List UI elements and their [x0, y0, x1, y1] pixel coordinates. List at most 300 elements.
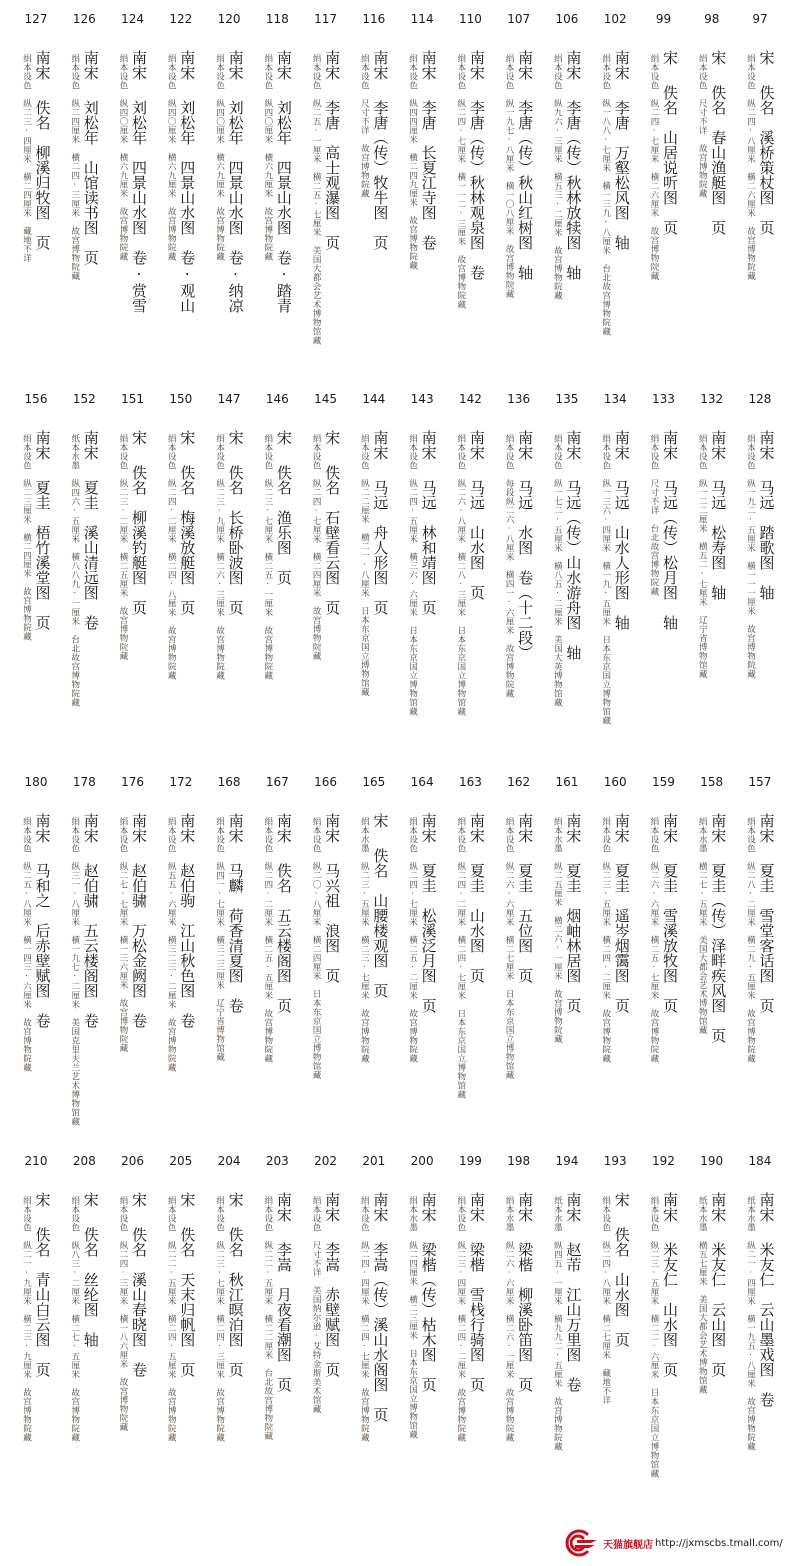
- dynasty-title-column: [323, 50, 340, 345]
- dynasty-title-column: [371, 1192, 388, 1442]
- dynasty: 宋: [757, 50, 776, 65]
- entry-columns: [207, 813, 251, 1062]
- artwork-title: 佚名 山腰楼观图 页: [371, 848, 390, 998]
- dynasty: 南宋: [709, 1192, 728, 1222]
- entry-columns: [448, 1192, 492, 1442]
- plate-number: 193: [603, 1154, 627, 1168]
- plate-number: 98: [704, 12, 720, 26]
- dynasty: 宋: [274, 430, 293, 445]
- dynasty-title-column: [34, 813, 51, 1072]
- entry-columns: [207, 430, 251, 680]
- artwork-title: 佚名 梅溪放艇图 页: [178, 465, 197, 615]
- catalog-entry: [690, 773, 734, 1043]
- plate-number: 117: [314, 12, 338, 26]
- plate-number: 118: [265, 12, 289, 26]
- catalog-entry: [738, 1152, 782, 1451]
- dynasty-title-column: [227, 50, 244, 313]
- dynasty: 南宋: [709, 430, 728, 460]
- entry-columns: [641, 1192, 685, 1478]
- dynasty: 宋: [130, 1192, 149, 1207]
- artwork-title: 佚名 秋江暝泊图 页: [226, 1227, 245, 1377]
- dynasty: 宋: [612, 1192, 631, 1207]
- plate-number: 144: [362, 392, 386, 406]
- plate-number: 136: [507, 392, 531, 406]
- artwork-details: 纸本水墨 纵二一·四厘米 横一九五·八厘米 故宫博物院藏: [745, 1196, 756, 1451]
- artwork-details: 绢本水墨 纵二三·五厘米 横二三·七厘米 故宫博物院藏: [359, 817, 370, 1063]
- plate-number: 102: [603, 12, 627, 26]
- artwork-title: 夏圭 山水图 页: [467, 863, 486, 983]
- catalog-entry: [255, 390, 299, 680]
- artwork-title: 佚名 长桥卧波图 页: [226, 465, 245, 615]
- dynasty: 南宋: [516, 430, 535, 460]
- entry-columns: [255, 430, 299, 680]
- plate-number: 172: [169, 775, 193, 789]
- artwork-details: 绢本设色 纵二三·七厘米 横二四·三厘米 故宫博物院藏: [214, 1196, 225, 1442]
- dynasty-title-column: [227, 813, 244, 1062]
- artwork-details: 纸本水墨 横五七厘米 美国大都会艺术博物馆藏: [697, 1196, 708, 1394]
- artwork-title: 佚名 溪桥策杖图 页: [757, 85, 776, 235]
- plate-number: 178: [72, 775, 96, 789]
- artwork-title: 马远 山水人形图 轴: [612, 480, 631, 630]
- artwork-details: 绢本设色 纵一九二·五厘米 横一一一厘米 故宫博物院藏: [745, 434, 756, 679]
- artwork-title: 梁楷 柳溪卧笛图 页: [516, 1242, 535, 1392]
- plate-number: 97: [752, 12, 768, 26]
- artwork-title: 马远 松寿图 轴: [709, 480, 728, 600]
- dynasty: 南宋: [612, 430, 631, 460]
- artwork-details: 绢本设色 纵五五·六厘米 横三二三·二厘米 故宫博物院藏: [166, 817, 177, 1072]
- dynasty-title-column: [275, 813, 292, 1063]
- plate-number: 202: [314, 1154, 338, 1168]
- artwork-title: 马远 水图 卷（十二段）: [516, 480, 535, 660]
- plate-number: 135: [555, 392, 579, 406]
- artwork-details: 绢本设色 纵一九七·八厘米 横一〇八厘米 故宫博物院藏: [504, 54, 515, 299]
- dynasty-title-column: [130, 1192, 147, 1432]
- artwork-details: 绢本设色 纵二三厘米 横二四厘米 故宫博物院藏: [21, 434, 32, 641]
- plate-number: 122: [169, 12, 193, 26]
- artwork-title: 马远 林和靖图 页: [419, 480, 438, 615]
- dynasty: 南宋: [130, 813, 149, 843]
- dynasty-title-column: [516, 813, 533, 1080]
- catalog-entry: [207, 390, 251, 680]
- artwork-details: 绢本设色 纵二四厘米 横二四·三厘米 故宫博物院藏: [69, 54, 80, 281]
- artwork-title: 马远 踏歌图 轴: [757, 480, 776, 600]
- dynasty-title-column: [468, 813, 485, 1099]
- entry-columns: [448, 813, 492, 1099]
- artwork-title: 佚名 溪山春晓图 卷: [130, 1227, 149, 1377]
- plate-number: 114: [410, 12, 434, 26]
- artwork-details: 绢本设色 纵二四·五厘米 横三六·六厘米 日本东京国立博物馆藏: [407, 434, 418, 716]
- plate-number: 110: [458, 12, 482, 26]
- catalog-entry: [545, 1152, 589, 1451]
- artwork-title: 李唐 万壑松风图 轴: [612, 100, 631, 250]
- dynasty: 南宋: [178, 50, 197, 80]
- dynasty-title-column: [82, 813, 99, 1126]
- dynasty: 宋: [371, 813, 390, 828]
- entry-columns: [738, 430, 782, 679]
- entry-columns: [159, 1192, 203, 1442]
- artwork-details: 绢本设色 纵二四·七厘米 横二六厘米 故宫博物院藏: [648, 54, 659, 281]
- entry-columns: [593, 430, 637, 725]
- plate-number: 200: [410, 1154, 434, 1168]
- artwork-title: 夏圭 雪溪放牧图 页: [660, 863, 679, 1013]
- dynasty-title-column: [34, 1192, 51, 1442]
- entry-columns: [14, 430, 58, 641]
- artwork-title: 赵芾 江山万里图 卷: [564, 1242, 583, 1392]
- plate-number: 203: [265, 1154, 289, 1168]
- entry-columns: [255, 813, 299, 1063]
- plate-number: 165: [362, 775, 386, 789]
- dynasty: 南宋: [516, 1192, 535, 1222]
- artwork-details: 绢本设色 纵二三·二厘米 横二五厘米 故宫博物院藏: [118, 434, 129, 661]
- artwork-title: 梁楷 雪栈行骑图 页: [467, 1242, 486, 1392]
- entry-columns: [304, 50, 348, 345]
- catalog-entry: [14, 10, 58, 263]
- artwork-title: 佚名 青山白云图 页: [33, 1227, 52, 1377]
- artwork-details: 绢本设色 纵二三·四厘米 横二四·二厘米 故宫博物院藏: [455, 1196, 466, 1442]
- artwork-title: 刘松年 四景山水图 卷·纳凉: [226, 100, 245, 313]
- catalog-entry: [62, 390, 106, 707]
- dynasty-title-column: [564, 813, 581, 1044]
- catalog-entry: [690, 10, 734, 235]
- catalog-entry: [62, 773, 106, 1126]
- artwork-details: 绢本设色 尺寸不详 故宫博物院藏: [697, 54, 708, 198]
- plate-number: 176: [121, 775, 144, 789]
- catalog-entry: [255, 1152, 299, 1441]
- entry-columns: [62, 430, 106, 707]
- dynasty-title-column: [757, 1192, 774, 1451]
- catalog-entry: [14, 1152, 58, 1442]
- dynasty: 南宋: [467, 430, 486, 460]
- dynasty-title-column: [130, 813, 147, 1053]
- artwork-details: 绢本设色 纵二四·二厘米 横二四·七厘米 日本东京国立博物馆藏: [455, 817, 466, 1099]
- artwork-details: 绢本设色 纵二三·五厘米 横二四·二厘米 故宫博物院藏: [600, 817, 611, 1063]
- dynasty: 南宋: [612, 813, 631, 843]
- catalog-entry: [641, 390, 685, 630]
- artwork-details: 纸本水墨 纵四六·五厘米 横八八九·一厘米 台北故宫博物院藏: [69, 434, 80, 707]
- dynasty: 南宋: [660, 813, 679, 843]
- artwork-title: 夏圭（传）泽畔疾风图 页: [709, 863, 728, 1043]
- catalog-entry: [641, 1152, 685, 1478]
- dynasty: 南宋: [226, 50, 245, 80]
- entry-columns: [593, 813, 637, 1063]
- plate-number: 192: [652, 1154, 675, 1168]
- entry-columns: [593, 1192, 637, 1405]
- plate-number: 128: [748, 392, 772, 406]
- catalog-entry: [497, 1152, 541, 1442]
- catalog-entry: [738, 10, 782, 281]
- entry-columns: [14, 1192, 58, 1442]
- plate-number: 201: [362, 1154, 386, 1168]
- artwork-title: 佚名 柳溪钓艇图 页: [130, 465, 149, 615]
- dynasty: 南宋: [323, 1192, 342, 1222]
- catalog-entry: [497, 773, 541, 1080]
- dynasty-title-column: [468, 1192, 485, 1442]
- artwork-details: 绢本设色 纵二四·二厘米 横二四·八厘米 故宫博物院藏: [166, 434, 177, 680]
- catalog-entry: [207, 773, 251, 1062]
- artwork-title: 李唐（传）秋林放犊图 轴: [564, 100, 583, 280]
- dynasty-title-column: [275, 50, 292, 313]
- catalog-entry: [400, 1152, 444, 1439]
- entry-columns: [255, 50, 299, 313]
- entry-columns: [690, 813, 734, 1043]
- artwork-title: 李唐（传）牧牛图 页: [371, 100, 390, 250]
- entry-columns: [448, 430, 492, 716]
- catalog-entry: [304, 390, 348, 661]
- dynasty: 南宋: [564, 50, 583, 80]
- dynasty-title-column: [130, 50, 147, 313]
- dynasty-title-column: [564, 1192, 581, 1451]
- plate-number: 124: [121, 12, 144, 26]
- dynasty-title-column: [34, 50, 51, 263]
- entry-columns: [352, 430, 396, 697]
- plate-number: 208: [72, 1154, 96, 1168]
- catalog-entry: [738, 773, 782, 1063]
- dynasty: 南宋: [371, 50, 390, 80]
- dynasty-title-column: [564, 50, 581, 300]
- artwork-title: 李嵩 月夜看潮图 页: [274, 1242, 293, 1392]
- catalog-entry: [159, 773, 203, 1072]
- entry-columns: [400, 50, 444, 270]
- entry-columns: [111, 813, 155, 1053]
- entry-columns: [352, 50, 396, 250]
- artwork-details: 绢本设色 纵二五·一厘米 横二五·七厘米 美国大都会艺术博物馆藏: [311, 54, 322, 345]
- dynasty: 南宋: [130, 50, 149, 80]
- plate-number: 167: [265, 775, 289, 789]
- artwork-details: 绢本设色 纵四〇厘米 横六九厘米 故宫博物院藏: [118, 54, 129, 261]
- dynasty-title-column: [661, 430, 678, 630]
- dynasty-title-column: [613, 1192, 630, 1405]
- entry-columns: [497, 1192, 541, 1442]
- plate-number: 190: [700, 1154, 724, 1168]
- catalog-entry: [690, 390, 734, 679]
- catalog-entry: [62, 10, 106, 281]
- entry-columns: [448, 50, 492, 309]
- catalog-entry: [690, 1152, 734, 1394]
- dynasty-title-column: [420, 1192, 437, 1439]
- artwork-details: 绢本设色 纵二三·四厘米 横二四厘米 藏地不详: [21, 54, 32, 263]
- dynasty: 宋: [130, 430, 149, 445]
- dynasty-title-column: [564, 430, 581, 707]
- dynasty-title-column: [661, 50, 678, 281]
- artwork-title: 米友仁 云山图 页: [709, 1242, 728, 1377]
- catalog-entry: [111, 10, 155, 313]
- artwork-details: 绢本设色 纵二四·三厘米 横一八六厘米 故宫博物院藏: [118, 1196, 129, 1432]
- entry-columns: [62, 50, 106, 281]
- artwork-title: 李嵩 赤壁赋图 页: [323, 1242, 342, 1377]
- plate-number: 168: [217, 775, 241, 789]
- catalog-row: [0, 1152, 790, 1478]
- entry-columns: [111, 430, 155, 661]
- artwork-title: 马麟 荷香清夏图 卷: [226, 863, 245, 1013]
- catalog-entry: [448, 1152, 492, 1442]
- artwork-details: 绢本水墨 纵二四厘米 横二三厘米 日本东京国立博物馆藏: [407, 1196, 418, 1439]
- entry-columns: [14, 813, 58, 1072]
- artwork-title: 刘松年 四景山水图 卷·观山: [178, 100, 197, 313]
- artwork-details: 绢本设色 纵二四·七厘米 横二五·二厘米 故宫博物院藏: [407, 817, 418, 1063]
- catalog-entry: [448, 773, 492, 1099]
- dynasty-title-column: [275, 1192, 292, 1441]
- plate-number: 199: [458, 1154, 482, 1168]
- entry-columns: [641, 813, 685, 1063]
- plate-number: 205: [169, 1154, 193, 1168]
- entry-columns: [159, 50, 203, 313]
- dynasty: 南宋: [274, 1192, 293, 1222]
- entry-columns: [62, 813, 106, 1126]
- artwork-title: 赵伯驹 江山秋色图 卷: [178, 863, 197, 1028]
- catalog-entry: [497, 390, 541, 698]
- dynasty-title-column: [178, 813, 195, 1072]
- artwork-details: 绢本设色 纵二六·六厘米 横二五·七厘米 故宫博物院藏: [648, 817, 659, 1063]
- dynasty-title-column: [757, 50, 774, 281]
- plate-number: 198: [507, 1154, 531, 1168]
- artwork-title: 马远 山水图 页: [467, 480, 486, 600]
- catalog-entry: [352, 390, 396, 697]
- artwork-title: 夏圭 雪堂客话图 页: [757, 863, 776, 1013]
- dynasty: 宋: [226, 430, 245, 445]
- artwork-details: 绢本设色 纵四一·七厘米 横三二三厘米 辽宁省博物馆藏: [214, 817, 225, 1062]
- artwork-details: 绢本设色 纵一七二·五厘米 横八五·二厘米 美国大英博物馆藏: [552, 434, 563, 707]
- dynasty-title-column: [613, 430, 630, 725]
- dynasty-title-column: [323, 813, 340, 1080]
- dynasty: 南宋: [660, 430, 679, 460]
- entry-columns: [641, 50, 685, 281]
- artwork-details: 绢本设色 纵一三六·四厘米 横一九·五厘米 日本东京国立博物馆藏: [600, 434, 611, 725]
- artwork-title: 李唐 高士观瀑图 页: [323, 100, 342, 250]
- dynasty: 宋: [323, 430, 342, 445]
- dynasty: 南宋: [178, 813, 197, 843]
- entry-columns: [111, 1192, 155, 1432]
- dynasty-title-column: [420, 50, 437, 270]
- catalog-entry: [593, 773, 637, 1063]
- catalog-row: [0, 10, 790, 345]
- catalog-entry: [545, 10, 589, 300]
- plate-number: 162: [507, 775, 531, 789]
- dynasty: 南宋: [757, 430, 776, 460]
- plate-number: 152: [72, 392, 96, 406]
- catalog-row: [0, 390, 790, 725]
- catalog-entry: [400, 773, 444, 1063]
- dynasty-title-column: [757, 813, 774, 1063]
- entry-columns: [641, 430, 685, 630]
- entry-columns: [738, 813, 782, 1063]
- artwork-details: 绢本设色 每段纵二六·八厘米 横四一·六厘米 故宫博物院藏: [504, 434, 515, 698]
- dynasty: 南宋: [33, 813, 52, 843]
- plate-number: 158: [700, 775, 724, 789]
- artwork-title: 夏圭 溪山清远图 卷: [81, 480, 100, 630]
- catalog-entry: [62, 1152, 106, 1442]
- entry-columns: [255, 1192, 299, 1441]
- catalog-entry: [641, 773, 685, 1063]
- dynasty-title-column: [516, 430, 533, 698]
- plate-number: 143: [410, 392, 434, 406]
- artwork-title: 夏圭 梧竹溪堂图 页: [33, 480, 52, 630]
- dynasty-title-column: [709, 1192, 726, 1394]
- entry-columns: [690, 1192, 734, 1394]
- plate-number: 160: [603, 775, 627, 789]
- catalog-entry: [738, 390, 782, 679]
- dynasty: 南宋: [81, 430, 100, 460]
- dynasty: 宋: [226, 1192, 245, 1207]
- plate-number: 132: [700, 392, 724, 406]
- dynasty-title-column: [275, 430, 292, 680]
- plate-number: 180: [24, 775, 48, 789]
- dynasty-title-column: [420, 430, 437, 716]
- artwork-title: 夏圭 烟岫林居图 页: [564, 863, 583, 1013]
- entry-columns: [304, 430, 348, 661]
- plate-number: 204: [217, 1154, 241, 1168]
- dynasty: 南宋: [564, 430, 583, 460]
- entry-columns: [497, 813, 541, 1080]
- entry-columns: [111, 50, 155, 313]
- dynasty: 南宋: [419, 50, 438, 80]
- catalog-entry: [111, 1152, 155, 1432]
- artwork-title: 夏圭 五位图 页: [516, 863, 535, 983]
- catalog-entry: [497, 10, 541, 299]
- entry-columns: [304, 1192, 348, 1414]
- artwork-details: 绢本设色 纵二六·八厘米 横二八·三厘米 日本东京国立博物馆藏: [455, 434, 466, 716]
- artwork-details: 绢本设色 纵二三·五厘米 横二二·六厘米 日本东京国立博物馆藏: [648, 1196, 659, 1478]
- dynasty: 南宋: [516, 50, 535, 80]
- plate-number: 163: [458, 775, 482, 789]
- publisher-logo-icon: [557, 1528, 601, 1558]
- dynasty: 南宋: [33, 50, 52, 80]
- dynasty: 南宋: [467, 813, 486, 843]
- store-url[interactable]: http://jxmscbs.tmall.com/: [655, 1537, 783, 1549]
- dynasty-title-column: [371, 430, 388, 697]
- plate-number: 156: [24, 392, 48, 406]
- catalog-entry: [352, 10, 396, 250]
- entry-columns: [545, 813, 589, 1044]
- footer-logo[interactable]: [557, 1528, 783, 1558]
- artwork-details: 绢本水墨 横二七·五厘米 美国大都会艺术博物馆藏: [697, 817, 708, 1035]
- plate-number: 99: [655, 12, 672, 26]
- dynasty-title-column: [757, 430, 774, 679]
- artwork-details: 绢本设色 纵二二厘米 横二一·八厘米 日本东京国立博物馆藏: [359, 434, 370, 697]
- artwork-title: 佚名 丝纶图 轴: [81, 1227, 100, 1347]
- artwork-details: 绢本设色 纵二八·二厘米 横二九·五厘米 故宫博物院藏: [745, 817, 756, 1063]
- dynasty: 南宋: [419, 1192, 438, 1222]
- artwork-details: 绢本设色 纵四〇厘米 横六九厘米 故宫博物院藏: [262, 54, 273, 261]
- dynasty-title-column: [613, 813, 630, 1063]
- dynasty: 宋: [33, 1192, 52, 1207]
- catalog-entry: [255, 773, 299, 1063]
- plate-number: 194: [555, 1154, 579, 1168]
- dynasty: 南宋: [564, 813, 583, 843]
- artwork-title: 刘松年 山馆读书图 页: [81, 100, 100, 265]
- artwork-title: 佚名 柳溪归牧图 页: [33, 100, 52, 250]
- artwork-title: 米友仁 云山墨戏图 卷: [757, 1242, 776, 1407]
- catalog-entry: [593, 10, 637, 336]
- entry-columns: [304, 813, 348, 1080]
- artwork-title: 夏圭 遥岑烟霭图 页: [612, 863, 631, 1013]
- artwork-details: 绢本设色 纵二四·二厘米 横二五·五厘米 故宫博物院藏: [262, 817, 273, 1063]
- plate-number: 206: [121, 1154, 144, 1168]
- artwork-title: 佚名 山居说听图 页: [660, 85, 679, 235]
- artwork-details: 绢本设色 纵二四·七厘米 横二四厘米 故宫博物院藏: [311, 434, 322, 661]
- artwork-details: 绢本水墨 纵二六·六厘米 横二六·一厘米 故宫博物院藏: [504, 1196, 515, 1442]
- plate-number: 120: [217, 12, 241, 26]
- plate-number: 116: [362, 12, 386, 26]
- catalog-entry: [255, 10, 299, 313]
- artwork-title: 米友仁 山水图 页: [660, 1242, 679, 1377]
- artwork-details: 绢本设色 纵二六·六厘米 横二七厘米 日本东京国立博物馆藏: [504, 817, 515, 1080]
- entry-columns: [497, 430, 541, 698]
- artwork-title: 佚名 五云楼阁图 页: [274, 863, 293, 1013]
- dynasty: 南宋: [757, 1192, 776, 1222]
- dynasty-title-column: [130, 430, 147, 661]
- catalog-entry: [159, 10, 203, 313]
- artwork-details: 绢本设色 纵二一·九厘米 横二三·九厘米 故宫博物院藏: [21, 1196, 32, 1442]
